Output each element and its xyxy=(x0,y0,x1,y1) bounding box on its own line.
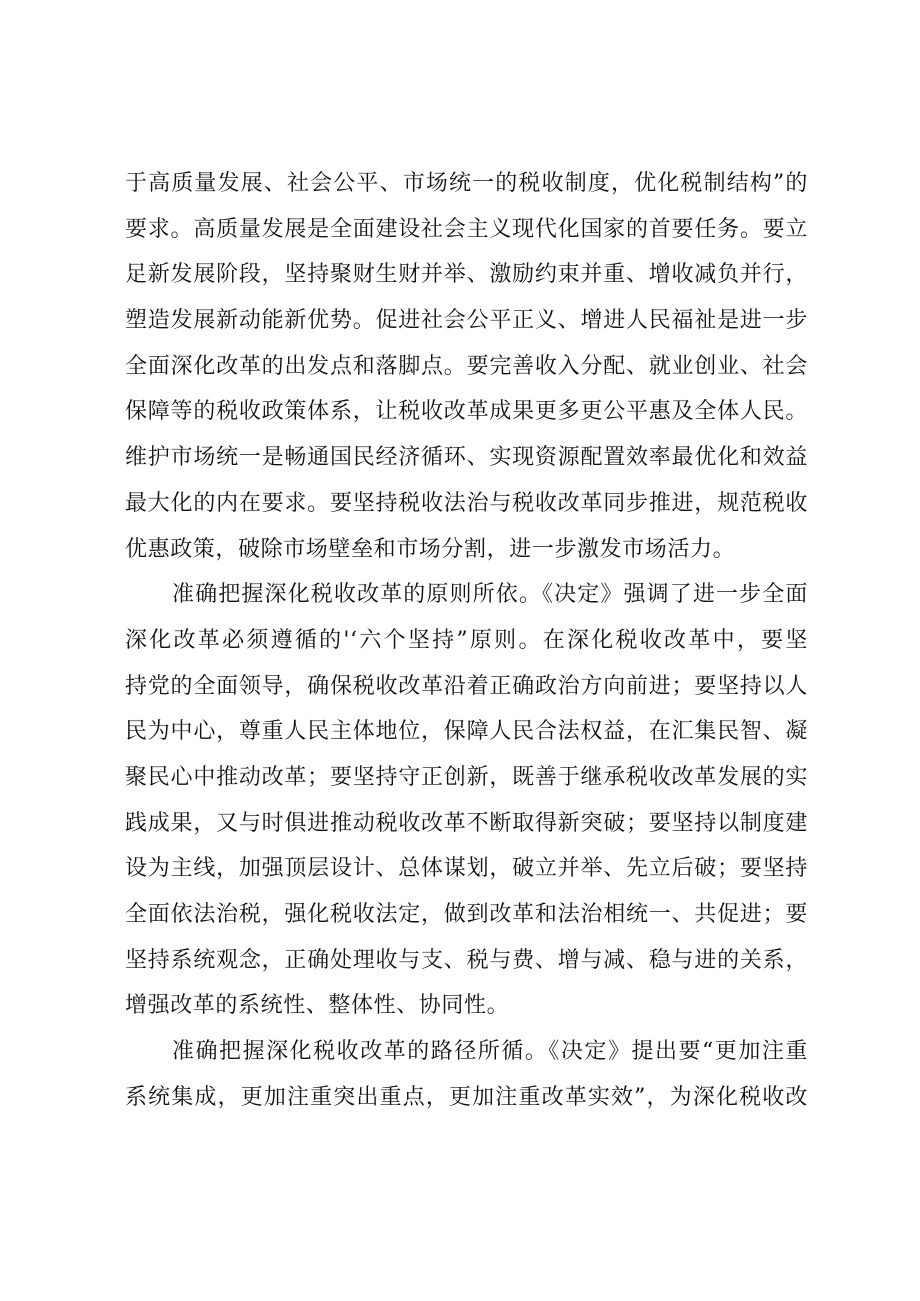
text-line: 民为中心，尊重人民主体地位，保障人民合法权益，在汇集民智、凝 xyxy=(125,719,808,745)
text-line: 持党的全面领导，确保税收改革沿着正确政治方向前进；要坚持以人 xyxy=(125,673,808,699)
text-line: 保障等的税收政策体系，让税收改革成果更多更公平惠及全体人民。 xyxy=(125,399,808,425)
text-line: 要求。高质量发展是全面建设社会主义现代化国家的首要任务。要立 xyxy=(125,216,808,242)
text-line: 聚民心中推动改革；要坚持守正创新，既善于继承税收改革发展的实 xyxy=(125,764,808,790)
text-line: 准确把握深化税收改革的原则所依。《决定》强调了进一步全面 xyxy=(172,582,808,608)
text-line: 增强改革的系统性、整体性、协同性。 xyxy=(125,993,510,1019)
text-line: 于高质量发展、社会公平、市场统一的税收制度，优化税制结构”的 xyxy=(125,171,808,196)
text-line: 深化改革必须遵循的'‘六个坚持”原则。在深化税收改革中，要坚 xyxy=(125,627,808,653)
text-line: 设为主线，加强顶层设计、总体谋划，破立并举、先立后破；要坚持 xyxy=(125,856,808,882)
body-text xyxy=(125,161,808,1120)
text-line: 全面深化改革的出发点和落脚点。要完善收入分配、就业创业、社会 xyxy=(125,353,808,379)
text-line: 全面依法治税，强化税收法定，做到改革和法治相统一、共促进；要 xyxy=(125,902,808,927)
text-line: 践成果，又与时俱进推动税收改革不断取得新突破；要坚持以制度建 xyxy=(125,810,808,836)
text-line: 准确把握深化税收改革的路径所循。《决定》提出要“更加注重 xyxy=(172,1039,808,1065)
text-line: 塑造发展新动能新优势。促进社会公平正义、增进人民福祉是进一步 xyxy=(125,308,808,334)
text-line: 系统集成，更加注重突出重点，更加注重改革实效”，为深化税收改 xyxy=(125,1084,808,1110)
text-line: 维护市场统一是畅通国民经济循环、实现资源配置效率最优化和效益 xyxy=(125,445,808,471)
text-line: 足新发展阶段，坚持聚财生财并举、激励约束并重、增收减负并行， xyxy=(125,262,808,288)
text-line: 优惠政策，破除市场壁垒和市场分割，进一步激发市场活力。 xyxy=(125,536,736,562)
text-line: 坚持系统观念，正确处理收与支、税与费、增与减、稳与进的关系， xyxy=(125,947,808,973)
text-line: 最大化的内在要求。要坚持税收法治与税收改革同步推进，规范税收 xyxy=(125,490,808,516)
